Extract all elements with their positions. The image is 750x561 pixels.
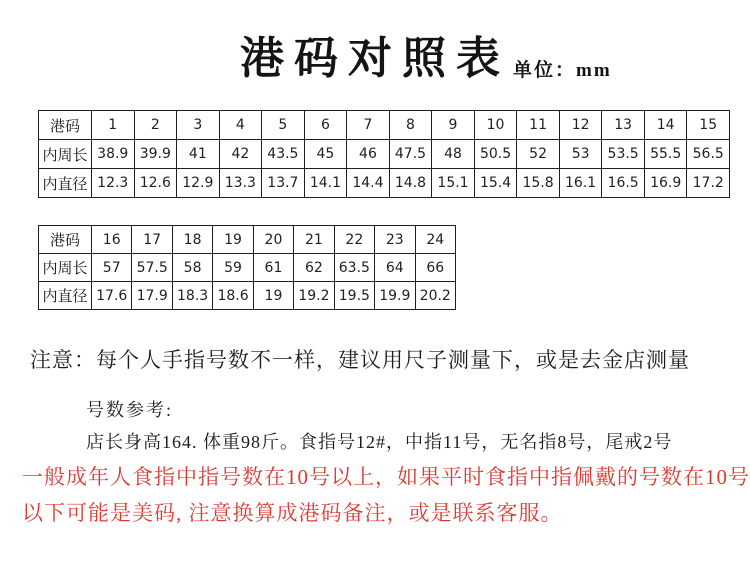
table-cell: 17.6 (92, 282, 132, 310)
table-cell: 19 (253, 282, 293, 310)
table-cell: 12.6 (134, 169, 177, 198)
row-header: 港码 (39, 226, 92, 254)
table-row-diameter (39, 169, 730, 198)
table-cell: 16.9 (644, 169, 687, 198)
row-header: 内周长 (39, 140, 92, 169)
unit-label: 单位：mm (513, 60, 612, 81)
table-cell: 15.8 (517, 169, 560, 198)
table-cell: 19.5 (334, 282, 374, 310)
table-cell: 47.5 (389, 140, 432, 169)
table-cell: 16.1 (559, 169, 602, 198)
page-title: 港码对照表 (240, 34, 510, 83)
table-cell: 15 (687, 111, 730, 140)
table-cell: 56.5 (687, 140, 730, 169)
table-cell: 18.3 (172, 282, 212, 310)
table-cell: 50.5 (474, 140, 517, 169)
table-cell: 53.5 (602, 140, 645, 169)
table-cell: 17.2 (687, 169, 730, 198)
table-cell: 15.1 (432, 169, 475, 198)
row-header: 内直径 (39, 282, 92, 310)
table-cell: 62 (294, 254, 334, 282)
table-cell: 11 (517, 111, 560, 140)
table-cell: 57.5 (132, 254, 172, 282)
table-cell: 12 (559, 111, 602, 140)
table-row-sizes (39, 226, 456, 254)
table-cell: 13.3 (219, 169, 262, 198)
table-cell: 59 (213, 254, 253, 282)
table-cell: 3 (177, 111, 220, 140)
size-table-1-15 (38, 110, 730, 198)
table-cell: 13 (602, 111, 645, 140)
table-cell: 66 (415, 254, 456, 282)
table-cell: 39.9 (134, 140, 177, 169)
table-row-circumference (39, 140, 730, 169)
table-cell: 52 (517, 140, 560, 169)
table-cell: 5 (262, 111, 305, 140)
table-cell: 55.5 (644, 140, 687, 169)
table-cell: 48 (432, 140, 475, 169)
table-cell: 21 (294, 226, 334, 254)
table-cell: 4 (219, 111, 262, 140)
table-cell: 53 (559, 140, 602, 169)
table-cell: 41 (177, 140, 220, 169)
table-cell: 19 (213, 226, 253, 254)
table-cell: 63.5 (334, 254, 374, 282)
table-cell: 14.1 (304, 169, 347, 198)
table-cell: 58 (172, 254, 212, 282)
table-cell: 22 (334, 226, 374, 254)
row-header: 内直径 (39, 169, 92, 198)
table-cell: 20 (253, 226, 293, 254)
table-cell: 18.6 (213, 282, 253, 310)
table-cell: 10 (474, 111, 517, 140)
table-cell: 14.8 (389, 169, 432, 198)
table-cell: 17 (132, 226, 172, 254)
note-warning-line2: 以下可能是美码, 注意换算成港码备注，或是联系客服。 (22, 501, 563, 525)
table-cell: 20.2 (415, 282, 456, 310)
size-table-16-24 (38, 225, 456, 310)
table-cell: 23 (375, 226, 415, 254)
table-cell: 15.4 (474, 169, 517, 198)
table-cell: 12.9 (177, 169, 220, 198)
title-row (0, 22, 750, 86)
table-cell: 14 (644, 111, 687, 140)
note-attention: 注意：每个人手指号数不一样，建议用尺子测量下，或是去金店测量 (30, 348, 690, 372)
note-reference-detail: 店长身高164. 体重98斤。食指号12#，中指11号，无名指8号，尾戒2号 (86, 432, 673, 452)
table-cell: 1 (92, 111, 135, 140)
table-cell: 7 (347, 111, 390, 140)
row-header: 内周长 (39, 254, 92, 282)
row-header: 港码 (39, 111, 92, 140)
table-cell: 6 (304, 111, 347, 140)
table-cell: 17.9 (132, 282, 172, 310)
table-cell: 9 (432, 111, 475, 140)
note-warning-line1: 一般成年人食指中指号数在10号以上，如果平时食指中指佩戴的号数在10号 (22, 465, 750, 489)
table-row-sizes (39, 111, 730, 140)
table-cell: 38.9 (92, 140, 135, 169)
table-row-circumference (39, 254, 456, 282)
table-cell: 18 (172, 226, 212, 254)
table-cell: 19.9 (375, 282, 415, 310)
table-cell: 19.2 (294, 282, 334, 310)
table-cell: 8 (389, 111, 432, 140)
table-cell: 45 (304, 140, 347, 169)
note-reference-heading: 号数参考: (86, 400, 174, 420)
table-cell: 16.5 (602, 169, 645, 198)
table-cell: 24 (415, 226, 456, 254)
table-cell: 46 (347, 140, 390, 169)
table-cell: 14.4 (347, 169, 390, 198)
table-cell: 16 (92, 226, 132, 254)
table-row-diameter (39, 282, 456, 310)
table-cell: 13.7 (262, 169, 305, 198)
table-cell: 64 (375, 254, 415, 282)
table-cell: 42 (219, 140, 262, 169)
table-cell: 61 (253, 254, 293, 282)
table-cell: 43.5 (262, 140, 305, 169)
table-cell: 12.3 (92, 169, 135, 198)
table-cell: 57 (92, 254, 132, 282)
table-cell: 2 (134, 111, 177, 140)
